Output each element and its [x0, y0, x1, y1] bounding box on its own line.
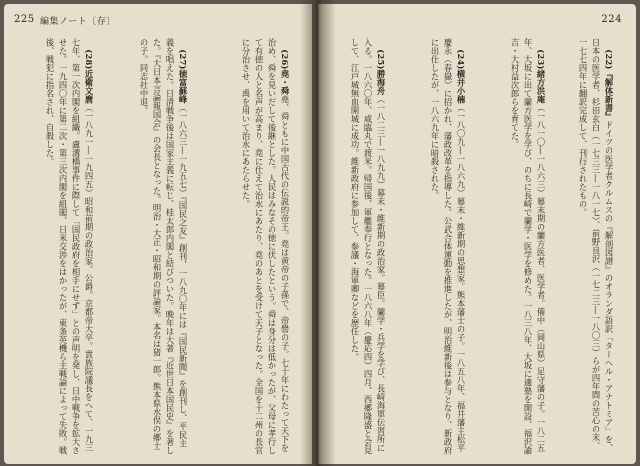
- entry-term: 横井小楠: [456, 69, 466, 104]
- entry-term: 勝海舟: [376, 69, 386, 96]
- entry-24: [402, 38, 480, 456]
- left-page: [4, 4, 312, 464]
- entry-number: (28): [84, 49, 94, 70]
- entry-text: 堯、舜ともに中国古代の伝説的帝王。堯は黄帝の子孫で、帝嚳の子。七十年にわたって天下を治め、舜を見いだして後継とした。人民はみなその徳に伏したという。舜は身分は低かったが、父母に孝行して有徳の人と名声が高まり、堯に仕えて治水にあたり、堯のあとを受けて天子となった。全国を十二州の長官に分治させ、禹を用いて治水にあたらせた。: [241, 38, 290, 455]
- entry-text: （一八六三―一九五七）『国民之友』創刊、一八九〇年には『国民新聞』を創刊し、平民主義を唱えた。日清戦争後は国家主義に転じ、桂太郎内閣と結びついた。晩年は大著『近世日本国民史』を著した。『大日本言論報国会』の会長となった。明治・大正・昭和期の評論家。本名は猪一郎。熊本県水俣の郷士の子。同志社中退。: [139, 38, 188, 455]
- entry-22: [562, 38, 628, 456]
- book-gutter: [300, 0, 336, 466]
- entry-26: [204, 38, 304, 456]
- entry-number: (23): [536, 49, 546, 70]
- entry-28: [12, 38, 108, 456]
- right-page: [318, 4, 636, 464]
- entry-number: (24): [456, 49, 466, 70]
- entry-term: 徳富蘇峰: [178, 69, 188, 104]
- entry-23: [482, 38, 560, 456]
- entry-term: 『解体新書』: [604, 69, 614, 121]
- entry-term: 緒方洪庵: [536, 69, 546, 104]
- entry-number: (26): [280, 49, 290, 70]
- entry-number: (22): [604, 49, 614, 70]
- entry-text: （一八二三―一八九九）幕末・維新期の政治家。幕臣。蘭学・兵学を学び、長崎海軍伝習所に入る。一八六〇年、咸臨丸で渡米。帰国後、軍艦奉行となった。一八六八年（慶応四）四月、西郷隆盛と会見して、江戸城無血開城に成功。維新政府に参加して、参議・海軍卿などを歴任した。: [350, 38, 386, 455]
- left-running-head: 編集ノート〔存〕: [40, 17, 116, 27]
- entry-text: （一八〇九―一八六九）幕末・維新期の思想家。熊本藩士の子。一八五八年、福井藩主松平慶永（春嶽）に招かれ、藩政改革を指導した。公武合体運動を推進したが、明治維新後は参与となり、新政府に出仕したが、一八六九年に暗殺された。: [430, 38, 466, 455]
- entry-text: （一八九一―一九四五）昭和前期の政治家。公爵。京都帝大卒。貴族院議長をへて、一九三七年、第一次内閣を組織。盧溝橋事件に際して「国民政府を相手にせず」との声明を発し、日中戦争を拡大させた。一九四〇年に第二次・第三次内閣を組閣、日米交渉をはかったが、東条英機ら主戦論によって失敗。戦後、戦犯に指名され、自殺した。: [45, 38, 94, 455]
- entry-number: (25): [376, 49, 386, 70]
- entry-text: （一八一〇―一八六三）幕末期の蘭方医者、医学者。備中（岡山県）足守藩の子。一八二五年、大坂に出て蘭方医学を学び、のちに長崎で蘭学・医学を修めた。一八三八年、大坂に適塾を開設、福沢諭吉・大村益次郎らを育てた。: [510, 38, 546, 455]
- entry-term: 近衛文麿: [84, 69, 94, 104]
- entry-27: [110, 38, 202, 456]
- entry-number: (27): [178, 49, 188, 70]
- left-page-number: 225: [14, 14, 35, 25]
- entry-term: 堯・舜: [280, 69, 290, 96]
- right-page-number: 224: [601, 14, 622, 25]
- entry-text: ドイツの医学者クルムスの『解剖図譜』のオランダ語訳「ターヘル・アナトミア」を、日本の医学者、杉田玄白（一七三三―一八一七）、前野良沢（一七二三―一八〇三）らが四年間の苦心の末、一七七四年に翻訳完成して、刊行されたもの。: [578, 38, 614, 453]
